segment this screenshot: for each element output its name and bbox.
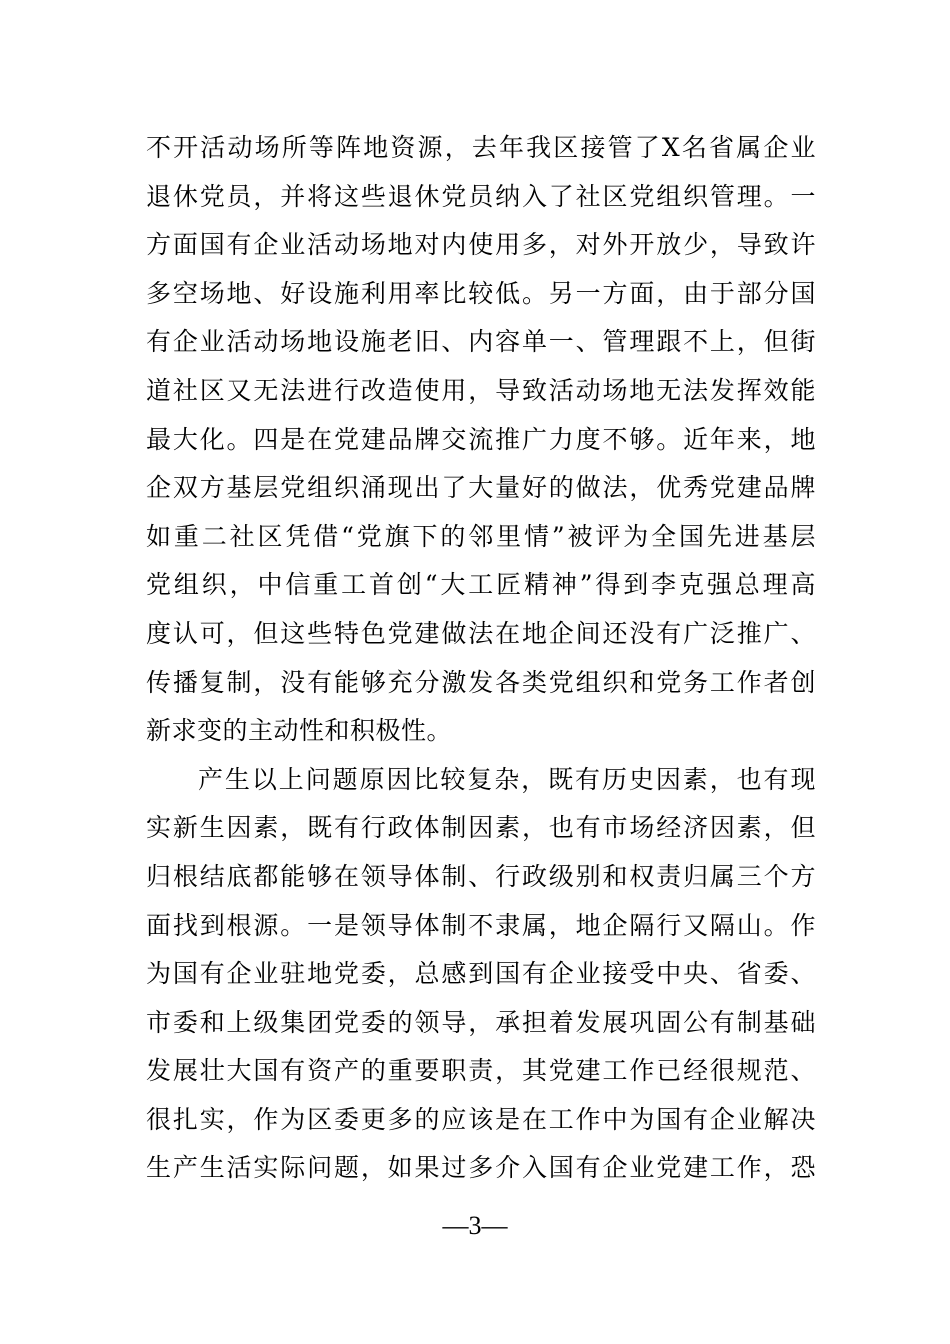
text-line: 度认可，但这些特色党建做法在地企间还没有广泛推广、	[146, 618, 816, 648]
text-line: 有企业活动场地设施老旧、内容单一、管理跟不上，但街	[146, 327, 816, 357]
text-line: 传播复制，没有能够充分激发各类党组织和党务工作者创	[146, 667, 816, 697]
text-line: 党组织，中信重工首创“大工匠精神”得到李克强总理高	[146, 570, 816, 600]
paragraph-start-line: 产生以上问题原因比较复杂，既有历史因素，也有现	[198, 764, 816, 794]
text-line: 为国有企业驻地党委，总感到国有企业接受中央、省委、	[146, 959, 816, 989]
text-line: 市委和上级集团党委的领导，承担着发展巩固公有制基础	[146, 1007, 816, 1037]
text-line: 生产生活实际问题，如果过多介入国有企业党建工作，恐	[146, 1153, 816, 1183]
text-line: 归根结底都能够在领导体制、行政级别和权责归属三个方	[146, 861, 816, 891]
text-line: 很扎实，作为区委更多的应该是在工作中为国有企业解决	[146, 1104, 816, 1134]
text-line: 不开活动场所等阵地资源，去年我区接管了X名省属企业	[146, 133, 816, 162]
text-line: 面找到根源。一是领导体制不隶属，地企隔行又隔山。作	[146, 910, 816, 940]
text-line: 多空场地、好设施利用率比较低。另一方面，由于部分国	[146, 278, 816, 308]
text-line: 方面国有企业活动场地对内使用多，对外开放少，导致许	[146, 230, 816, 260]
page-number: —3—	[442, 1211, 508, 1240]
text-line: 退休党员，并将这些退休党员纳入了社区党组织管理。一	[146, 181, 816, 211]
text-line: 发展壮大国有资产的重要职责，其党建工作已经很规范、	[146, 1056, 816, 1086]
text-line: 最大化。四是在党建品牌交流推广力度不够。近年来，地	[146, 424, 816, 454]
body-text	[146, 124, 816, 1193]
text-line: 实新生因素，既有行政体制因素，也有市场经济因素，但	[146, 813, 816, 843]
text-line: 企双方基层党组织涌现出了大量好的做法，优秀党建品牌	[146, 473, 816, 503]
text-line: 道社区又无法进行改造使用，导致活动场地无法发挥效能	[146, 375, 816, 405]
paragraph-end-line: 新求变的主动性和积极性。	[146, 716, 453, 746]
text-line: 如重二社区凭借“党旗下的邻里情”被评为全国先进基层	[146, 521, 816, 551]
